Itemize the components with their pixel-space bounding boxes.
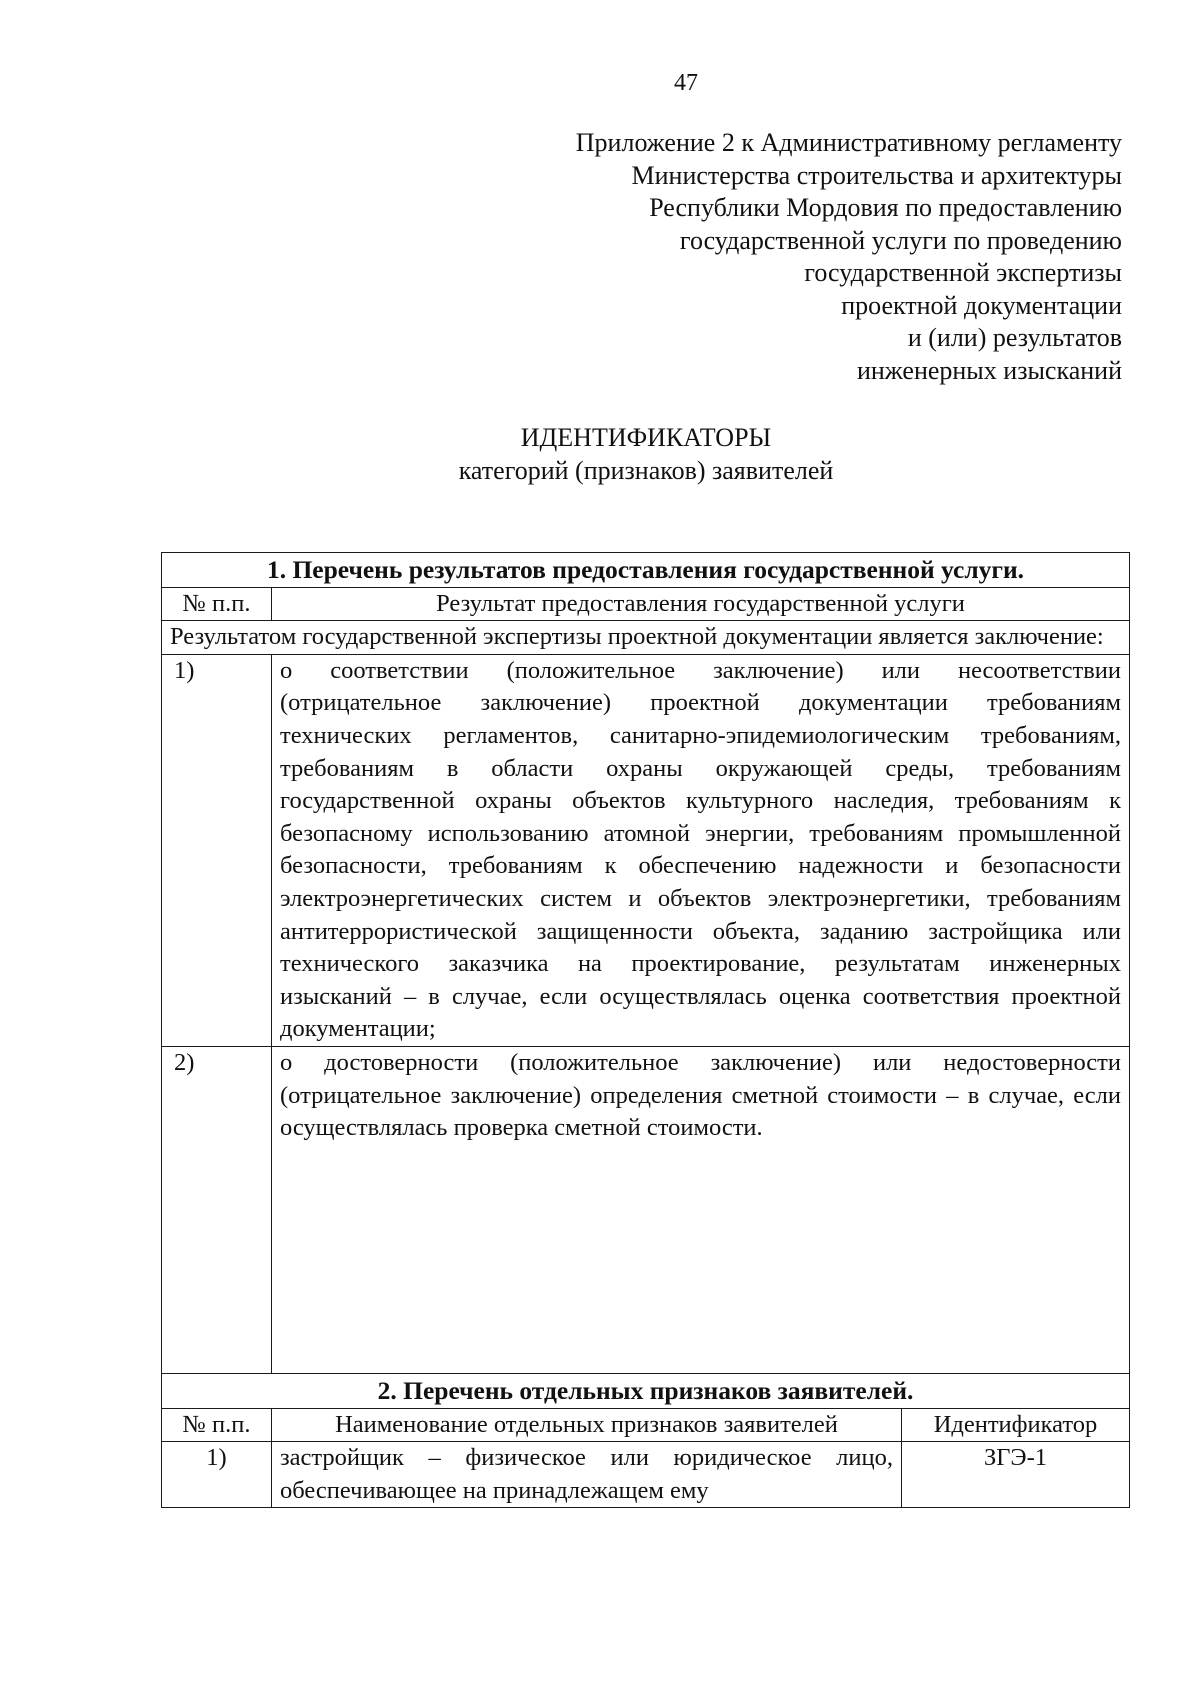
section2-header-row (162, 1408, 1130, 1442)
section1-header-row (162, 587, 1130, 621)
annex-line: государственной услуги по проведению (679, 225, 1122, 255)
table-row (162, 654, 1130, 1046)
row-text: застройщик – физическое или юридическое лицо, обеспечивающее на принадлежащем ему (272, 1442, 902, 1508)
annex-line: инженерных изысканий (856, 355, 1122, 385)
row-number: 1) (162, 654, 272, 1046)
row-text: о соответствии (положительное заключение) или несоответствии (отрицательное заключение) проектной документации требованиям технических регламентов, санитарно-эпидемиологическим требованиям, требованиям в области охраны окружающей среды, требованиям государственной охраны объектов культурного наследия, требованиям к безопасному использованию атомной энергии, требованиям промышленной безопасности, требованиям к обеспечению надежности и безопасности электроэнергетических систем и объектов электроэнергетики, требованиям антитеррористической защищенности объекта, заданию застройщика или технического заказчика на проектирование, результатам инженерных изысканий – в случае, если осуществлялась оценка соответствия проектной документации; (272, 654, 1130, 1046)
column-header-number: № п.п. (162, 1408, 272, 1442)
table-row (162, 1442, 1130, 1508)
row-identifier: ЗГЭ-1 (902, 1442, 1130, 1508)
column-header-number: № п.п. (162, 587, 272, 621)
column-header-result: Результат предоставления государственной услуги (272, 587, 1130, 621)
page-number: 47 (674, 70, 698, 96)
section1-intro: Результатом государственной экспертизы проектной документации является заключение: (162, 621, 1130, 655)
annex-line: государственной экспертизы (804, 258, 1122, 287)
column-header-identifier: Идентификатор (902, 1408, 1130, 1442)
row-text: о достоверности (положительное заключение) или недостоверности (отрицательное заключение) определения сметной стоимости – в случае, если осуществлялась проверка сметной стоимости. (272, 1046, 1130, 1373)
identifiers-table (161, 552, 1130, 1508)
section1-intro-row (162, 621, 1130, 655)
column-header-name: Наименование отдельных признаков заявителей (272, 1408, 902, 1442)
section2-heading: 2. Перечень отдельных признаков заявителей. (162, 1373, 1130, 1408)
annex-line: Министерства строительства и архитектуры (631, 160, 1122, 190)
annex-line: проектной документации (841, 290, 1122, 320)
section1-heading-row (162, 553, 1130, 588)
annex-line: и (или) результатов (907, 323, 1122, 352)
row-number: 2) (162, 1046, 272, 1373)
section1-heading: 1. Перечень результатов предоставления государственной услуги. (162, 553, 1130, 588)
annex-line: Республики Мордовия по предоставлению (649, 193, 1122, 222)
document-title: ИДЕНТИФИКАТОРЫ (520, 423, 772, 452)
annex-line: Приложение 2 к Административному регламенту (575, 128, 1122, 157)
table-row (162, 1046, 1130, 1373)
document-subtitle: категорий (признаков) заявителей (458, 456, 834, 485)
row-number: 1) (162, 1442, 272, 1508)
section2-heading-row (162, 1373, 1130, 1408)
annex-caption (422, 127, 1122, 387)
